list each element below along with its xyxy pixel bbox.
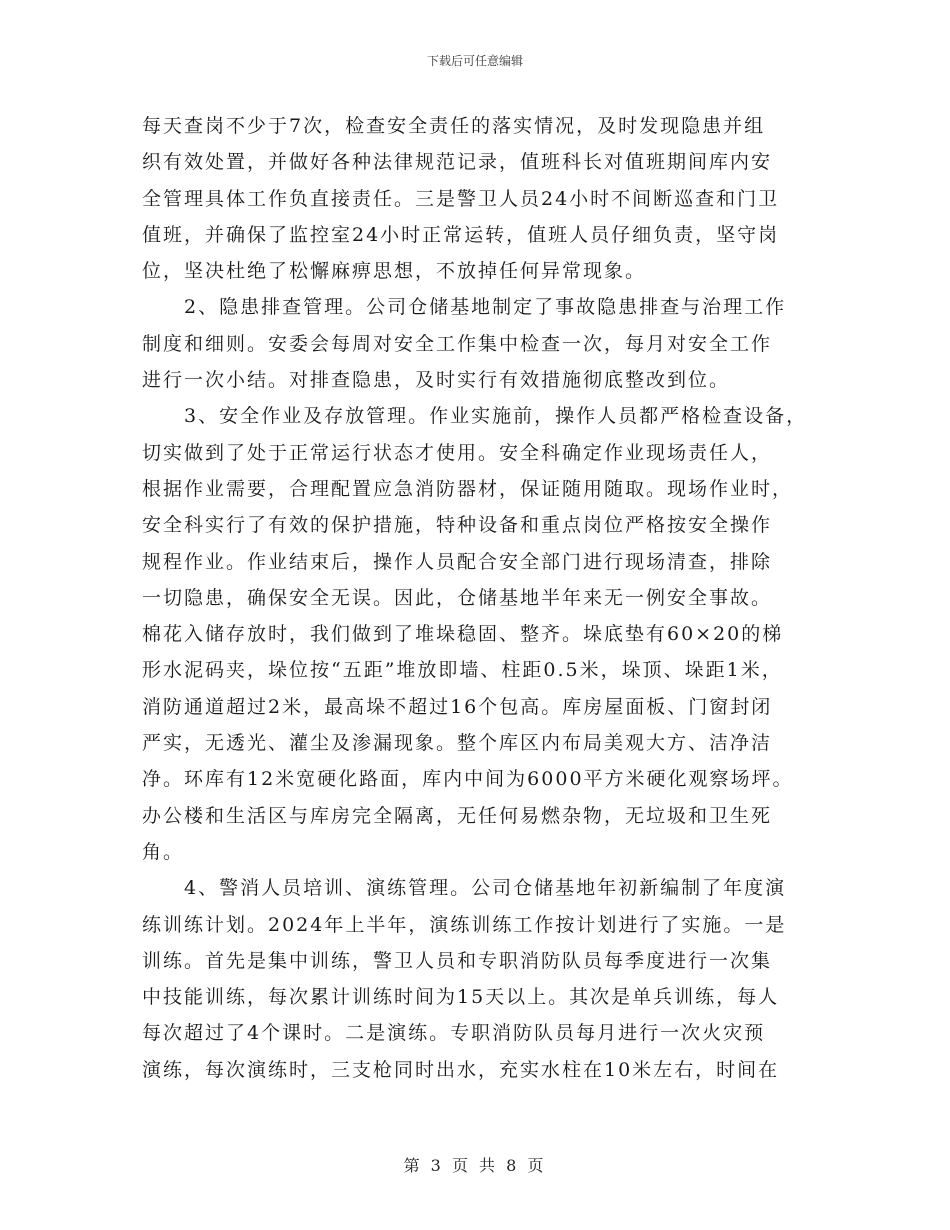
text-line: 3、安全作业及存放管理。作业实施前，操作人员都严格检查设备， — [142, 405, 808, 428]
text-line: 中技能训练，每次累计训练时间为15天以上。其次是单兵训练，每人 — [142, 986, 780, 1009]
text-line: 办公楼和生活区与库房完全隔离，无任何易燃杂物，无垃圾和卫生死 — [142, 804, 773, 827]
text-line: 规程作业。作业结束后，操作人员配合安全部门进行现场清查，排除 — [142, 550, 773, 573]
page-header: 下载后可任意编辑 — [426, 54, 523, 68]
text-line: 全管理具体工作负直接责任。三是警卫人员24小时不间断巡查和门卫 — [142, 187, 780, 210]
text-line: 消防通道超过2米，最高垛不超过16个包高。库房屋面板、门窗封闭 — [142, 695, 773, 718]
text-line: 严实，无透光、灌尘及渗漏现象。整个库区内布局美观大方、洁净洁 — [142, 732, 773, 755]
text-line: 4、警消人员培训、演练管理。公司仓储基地年初新编制了年度演 — [142, 877, 787, 900]
page-number-footer: 第 3 页 共 8 页 — [403, 1156, 547, 1175]
text-line: 值班，并确保了监控室24小时正常运转，值班人员仔细负责，坚守岗 — [142, 223, 780, 246]
text-line: 切实做到了处于正常运行状态才使用。安全科确定作业现场责任人， — [142, 441, 773, 464]
text-line: 净。环库有12米宽硬化路面，库内中间为6000平方米硬化观察场坪。 — [142, 768, 794, 791]
text-line: 安全科实行了有效的保护措施，特种设备和重点岗位严格按安全操作 — [142, 514, 773, 537]
text-line: 制度和细则。安委会每周对安全工作集中检查一次，每月对安全工作 — [142, 332, 773, 355]
text-line: 位，坚决杜绝了松懈麻痹思想，不放掉任何异常现象。 — [142, 260, 647, 283]
text-line: 进行一次小结。对排查隐患，及时实行有效措施彻底整改到位。 — [142, 369, 731, 392]
text-line: 2、隐患排查管理。公司仓储基地制定了事故隐患排查与治理工作 — [142, 296, 787, 319]
text-line: 形水泥码夹，垛位按“五距”堆放即墙、柱距0.5米，垛顶、垛距1米， — [142, 659, 783, 682]
text-line: 一切隐患，确保安全无误。因此，仓储基地半年来无一例安全事故。 — [142, 586, 773, 609]
text-line: 棉花入储存放时，我们做到了堆垛稳固、整齐。垛底垫有60×20的梯 — [142, 623, 784, 646]
text-line: 练训练计划。2024年上半年，演练训练工作按计划进行了实施。一是 — [142, 913, 787, 936]
text-line: 训练。首先是集中训练，警卫人员和专职消防队员每季度进行一次集 — [142, 949, 773, 972]
text-line: 角。 — [142, 840, 185, 863]
text-line: 演练，每次演练时，三支枪同时出水，充实水柱在10米左右，时间在 — [142, 1058, 780, 1081]
document-body — [142, 108, 822, 1088]
text-line: 每次超过了4个课时。二是演练。专职消防队员每月进行一次火灾预 — [142, 1022, 766, 1045]
text-line: 每天查岗不少于7次，检查安全责任的落实情况，及时发现隐患并组 — [142, 115, 766, 137]
text-line: 织有效处置，并做好各种法律规范记录，值班科长对值班期间库内安 — [142, 151, 773, 174]
text-line: 根据作业需要，合理配置应急消防器材，保证随用随取。现场作业时， — [142, 477, 794, 500]
